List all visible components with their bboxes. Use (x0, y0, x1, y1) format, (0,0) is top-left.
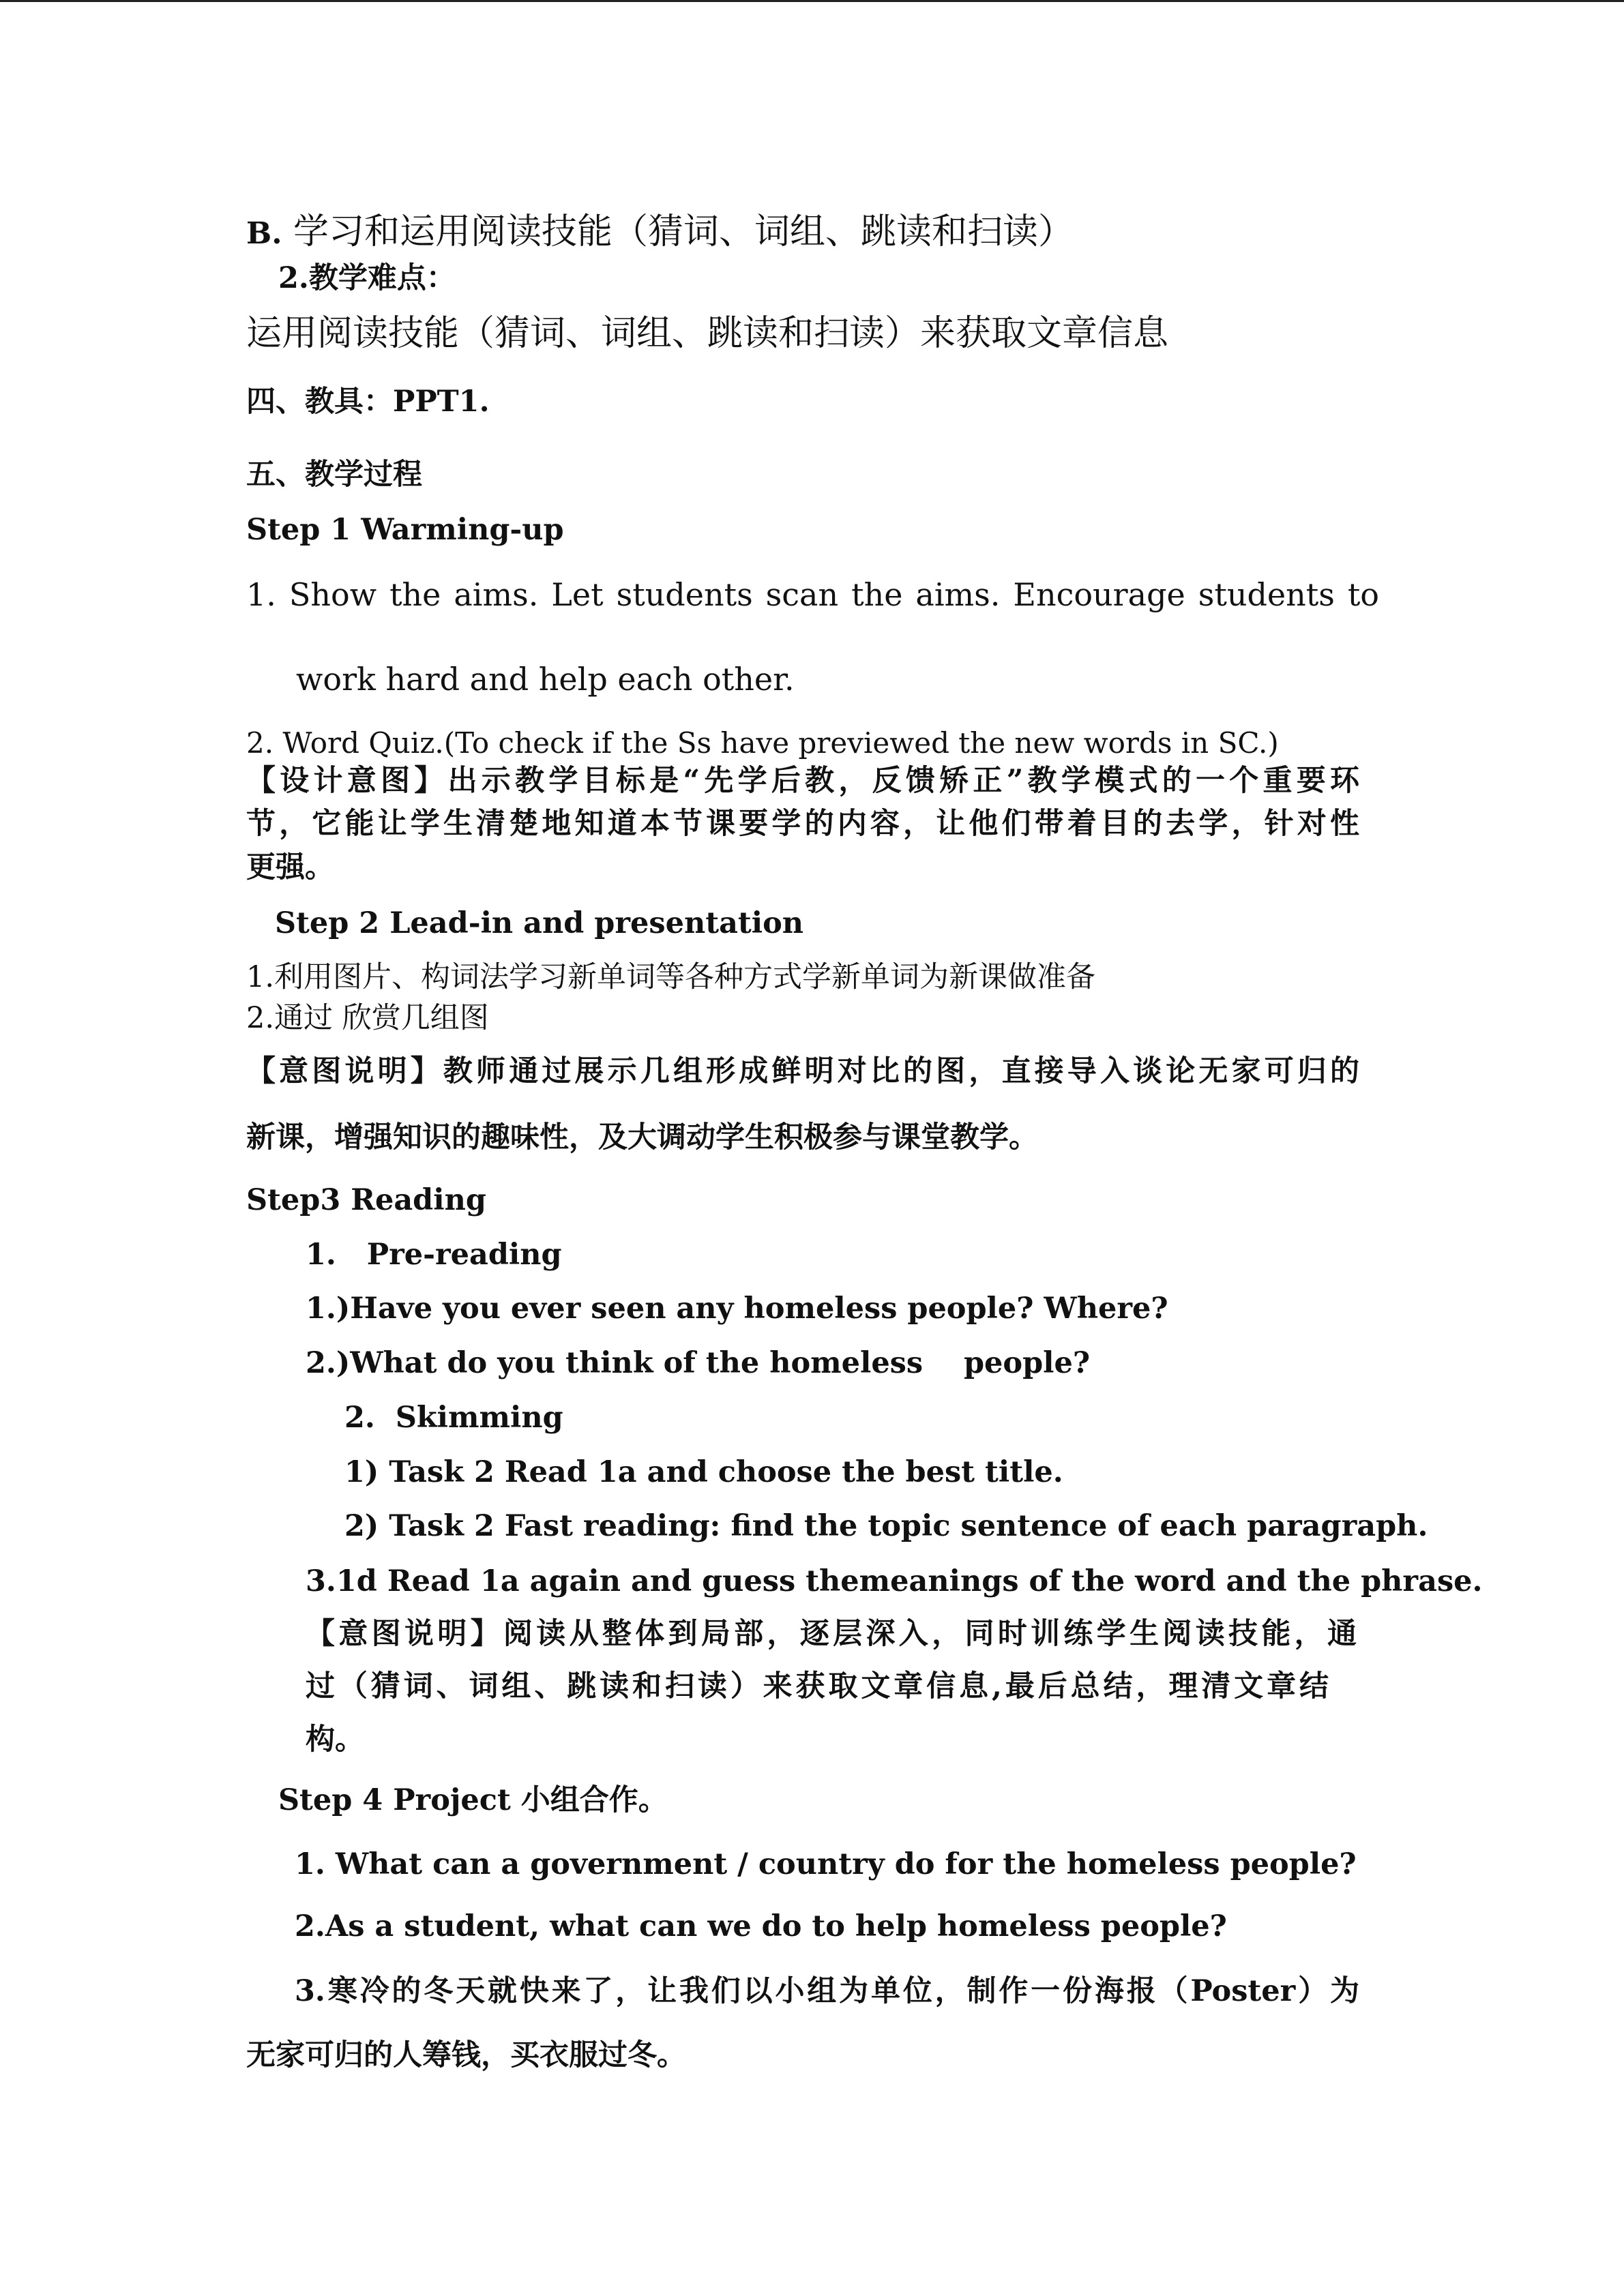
step1-item1-line2: work hard and help each other. (296, 661, 795, 698)
step2-intent-line2: 新课，增强知识的趣味性，及大调动学生积极参与课堂教学。 (246, 1120, 1038, 1154)
step3-pre-reading: 1. Pre-reading (306, 1238, 562, 1272)
step3-question2: 2.)What do you think of the homeless people? (306, 1346, 1091, 1380)
step3-intent-line3: 构。 (306, 1723, 364, 1757)
part-b-marker: B. (246, 216, 282, 251)
step3-item3: 3.1d Read 1a again and guess themeanings of the word and the phrase. (306, 1564, 1483, 1598)
part-b-text: 学习和运用阅读技能（猜词、词组、跳读和扫读） (293, 211, 1074, 252)
difficulty-heading: 2.教学难点： (278, 261, 456, 295)
step1-intent-line2: 节，它能让学生清楚地知道本节课要学的内容，让他们带着目的去学，针对性 (246, 807, 1359, 841)
step3-question1: 1.)Have you ever seen any homeless people? Where? (306, 1292, 1168, 1326)
step3-task2: 2) Task 2 Fast reading: find the topic sentence of each paragraph. (344, 1509, 1428, 1543)
step1-item2: 2. Word Quiz.(To check if the Ss have previewed the new words in SC.) (246, 726, 1279, 760)
step3-title: Step3 Reading (246, 1183, 486, 1217)
step3-skimming: 2. Skimming (344, 1401, 563, 1435)
step4-question3-line2: 无家可归的人筹钱，买衣服过冬。 (246, 2038, 686, 2072)
step1-title: Step 1 Warming-up (246, 513, 564, 547)
step3-task1: 1) Task 2 Read 1a and choose the best title. (344, 1455, 1063, 1489)
step2-item1: 1.利用图片、构词法学习新单词等各种方式学新单词为新课做准备 (246, 960, 1096, 994)
step3-intent-line1: 【意图说明】阅读从整体到局部，逐层深入，同时训练学生阅读技能，通 (306, 1617, 1357, 1651)
step2-intent-line1: 【意图说明】教师通过展示几组形成鲜明对比的图，直接导入谈论无家可归的 (246, 1054, 1359, 1088)
step4-title: Step 4 Project 小组合作。 (278, 1783, 668, 1817)
step1-intent-line1: 【设计意图】出示教学目标是“先学后教，反馈矫正”教学模式的一个重要环 (246, 764, 1359, 798)
difficulty-text: 运用阅读技能（猜词、词组、跳读和扫读）来获取文章信息 (246, 313, 1169, 354)
step2-title: Step 2 Lead-in and presentation (275, 906, 804, 940)
page-top-border (0, 0, 1624, 2)
step4-question3-line1: 3.寒冷的冬天就快来了，让我们以小组为单位，制作一份海报（Poster）为 (295, 1974, 1359, 2008)
part-b-line (246, 211, 1074, 252)
step2-item2: 2.通过 欣赏几组图 (246, 1001, 489, 1035)
step1-intent-line3: 更强。 (246, 850, 334, 884)
teaching-tools: 四、教具：PPT1. (246, 385, 490, 419)
step1-item1-line1: 1. Show the aims. Let students scan the aims. Encourage students to (246, 576, 1379, 613)
step3-intent-line2: 过（猜词、词组、跳读和扫读）来获取文章信息,最后总结，理清文章结 (306, 1669, 1329, 1703)
process-heading: 五、教学过程 (246, 458, 422, 492)
step4-question1: 1. What can a government / country do for the homeless people? (295, 1847, 1357, 1881)
step4-question2: 2.As a student, what can we do to help homeless people? (295, 1909, 1227, 1943)
